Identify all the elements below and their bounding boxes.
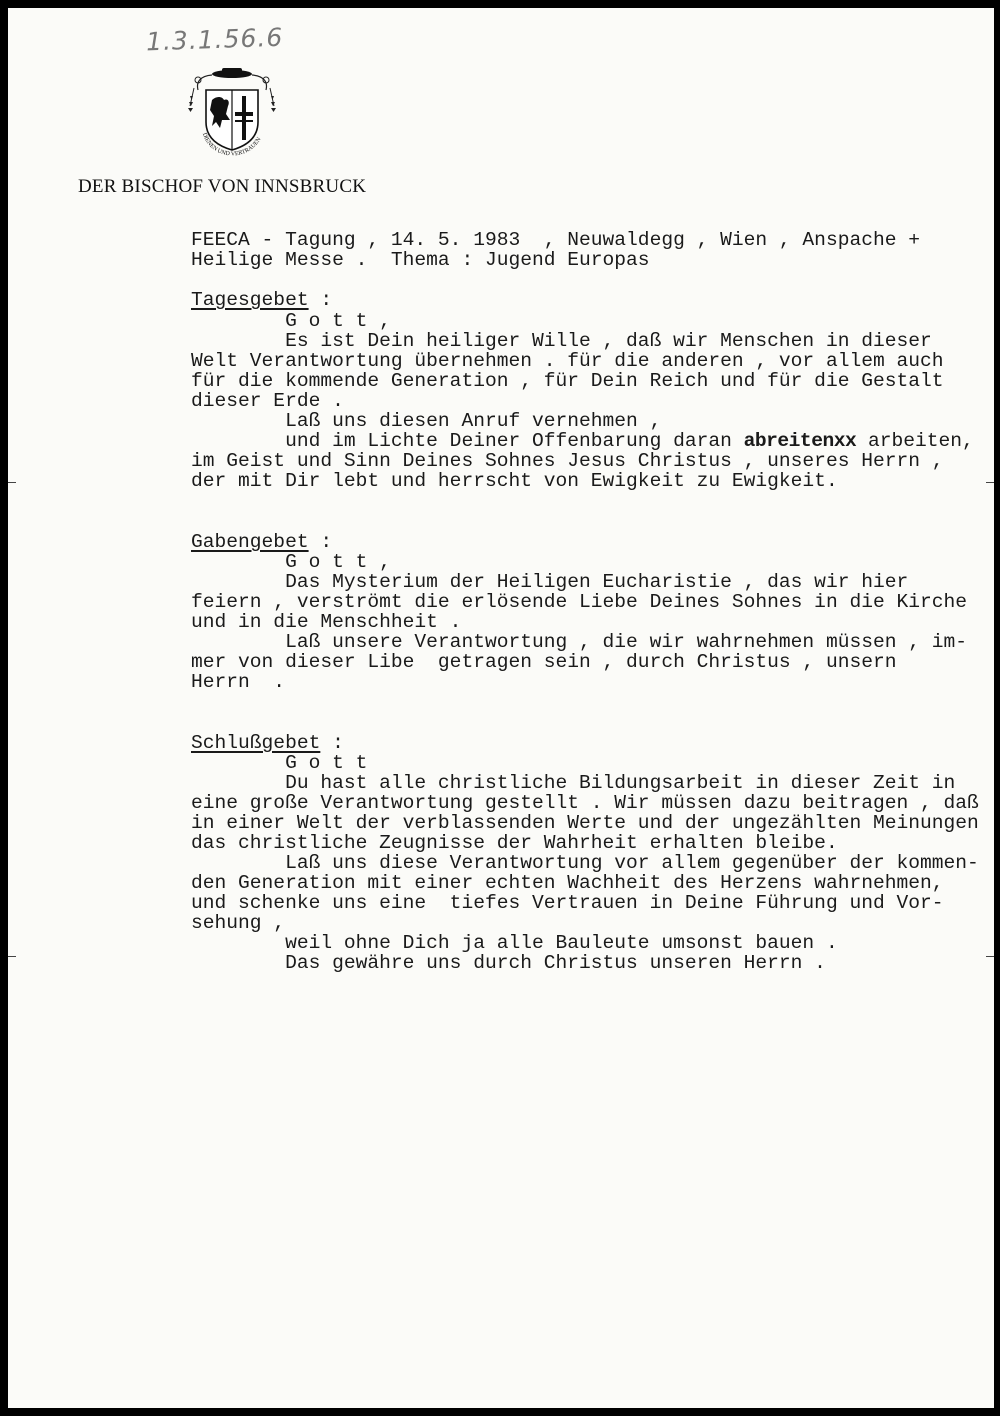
- document-page: [8, 8, 994, 1408]
- tagesgebet-line: Es ist Dein heiliger Wille , daß wir Menschen in dieser: [191, 330, 932, 352]
- tagesgebet-title: Tagesgebet: [191, 289, 309, 311]
- section-title-schlussgebet: Schlußgebet :: [191, 732, 344, 754]
- gabengebet-line: G o t t ,: [191, 551, 391, 573]
- gabengebet-line: Das Mysterium der Heiligen Eucharistie , das wir hier: [191, 571, 909, 593]
- struck-out-word: abreitenxx: [743, 430, 857, 452]
- gabengebet-line: und in die Menschheit .: [191, 611, 462, 633]
- bishop-coat-of-arms-icon: [186, 66, 278, 172]
- schlussgebet-line: den Generation mit einer echten Wachheit des Herzens wahrnehmen,: [191, 872, 944, 894]
- crest-motto: DIENEN UND VERTRAUEN: [200, 132, 263, 158]
- heading-line-2: Heilige Messe . Thema : Jugend Europas: [191, 249, 650, 271]
- heading-line-1: FEECA - Tagung , 14. 5. 1983 , Neuwaldegg , Wien , Anspache +: [191, 229, 921, 251]
- fold-mark: [8, 956, 16, 957]
- schlussgebet-line: sehung ,: [191, 912, 286, 934]
- fold-mark: [986, 956, 994, 957]
- tagesgebet-line: der mit Dir lebt und herrscht von Ewigkeit zu Ewigkeit.: [191, 470, 838, 492]
- tagesgebet-line: dieser Erde .: [191, 390, 344, 412]
- schlussgebet-line: Das gewähre uns durch Christus unseren Herrn .: [191, 952, 826, 974]
- fold-mark: [986, 482, 994, 483]
- schlussgebet-line: das christliche Zeugnisse der Wahrheit erhalten bleibe.: [191, 832, 838, 854]
- gabengebet-line: feiern , verströmt die erlösende Liebe Deines Sohnes in die Kirche: [191, 591, 968, 613]
- schlussgebet-line: und schenke uns eine tiefes Vertrauen in Deine Führung und Vor-: [191, 892, 944, 914]
- tagesgebet-line: Laß uns diesen Anruf vernehmen ,: [191, 410, 662, 432]
- gabengebet-line: Laß unsere Verantwortung , die wir wahrnehmen müssen , im-: [191, 631, 968, 653]
- gabengebet-line: Herrn .: [191, 671, 286, 693]
- gabengebet-title: Gabengebet: [191, 531, 309, 553]
- schlussgebet-line: eine große Verantwortung gestellt . Wir müssen dazu beitragen , daß: [191, 792, 979, 814]
- tagesgebet-line: und im Lichte Deiner Offenbarung daran abreitenxx arbeiten,: [191, 430, 974, 452]
- tagesgebet-line: G o t t ,: [191, 310, 391, 332]
- schlussgebet-line: G o t t: [191, 752, 368, 774]
- archive-number: 1.3.1.56.6: [145, 22, 284, 57]
- schlussgebet-line: Du hast alle christliche Bildungsarbeit in dieser Zeit in: [191, 772, 956, 794]
- tagesgebet-line: für die kommende Generation , für Dein Reich und für die Gestalt: [191, 370, 944, 392]
- gabengebet-line: mer von dieser Libe getragen sein , durch Christus , unsern: [191, 651, 897, 673]
- section-title-tagesgebet: Tagesgebet :: [191, 289, 333, 311]
- letterhead-title: DER BISCHOF VON INNSBRUCK: [78, 176, 367, 197]
- fold-mark: [8, 482, 16, 483]
- tagesgebet-line: im Geist und Sinn Deines Sohnes Jesus Christus , unseres Herrn ,: [191, 450, 944, 472]
- schlussgebet-line: Laß uns diese Verantwortung vor allem gegenüber der kommen-: [191, 852, 979, 874]
- schlussgebet-title: Schlußgebet: [191, 732, 321, 754]
- section-title-gabengebet: Gabengebet :: [191, 531, 333, 553]
- schlussgebet-line: weil ohne Dich ja alle Bauleute umsonst bauen .: [191, 932, 838, 954]
- schlussgebet-line: in einer Welt der verblassenden Werte und der ungezählten Meinungen: [191, 812, 979, 834]
- tagesgebet-line: Welt Verantwortung übernehmen . für die anderen , vor allem auch: [191, 350, 944, 372]
